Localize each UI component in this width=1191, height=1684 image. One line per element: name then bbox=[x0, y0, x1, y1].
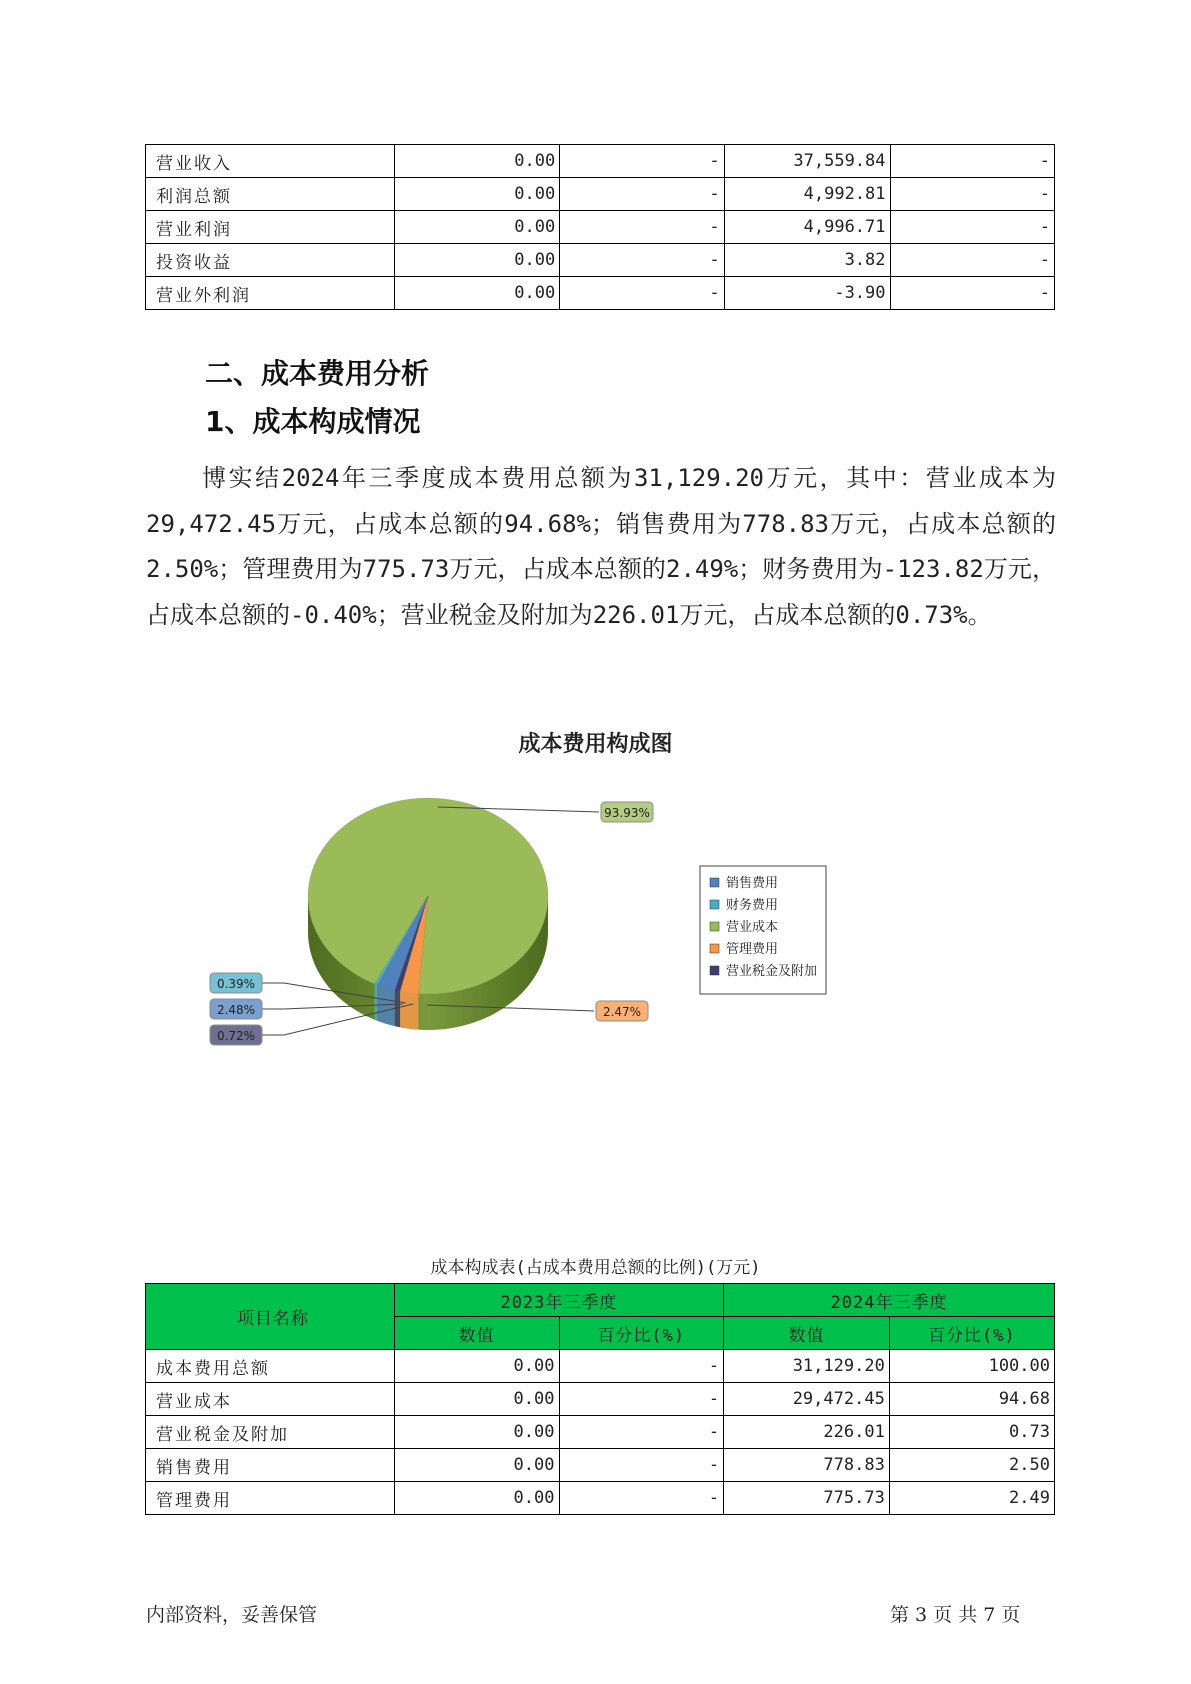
cell-percent-2023: - bbox=[560, 178, 724, 211]
cell-percent-2024: - bbox=[890, 145, 1054, 178]
label-admin-expense: 2.47% bbox=[602, 1005, 642, 1019]
table-row bbox=[146, 1449, 1055, 1482]
cell-percent-2023: - bbox=[559, 1416, 724, 1449]
cell-percent-2023: - bbox=[559, 1482, 724, 1515]
table-row bbox=[146, 1383, 1055, 1416]
cell-percent-2023: - bbox=[560, 244, 724, 277]
subheader-value-2024: 数值 bbox=[724, 1317, 890, 1350]
legend-swatch bbox=[710, 878, 719, 887]
row-name: 投资收益 bbox=[146, 244, 395, 277]
footer-confidential-note: 内部资料，妥善保管 bbox=[146, 1604, 318, 1626]
legend-item: 营业税金及附加 bbox=[726, 964, 818, 979]
cost-structure-table bbox=[145, 1283, 1055, 1515]
header-item: 项目名称 bbox=[146, 1284, 395, 1350]
table-row bbox=[146, 1350, 1055, 1383]
row-name: 营业收入 bbox=[146, 145, 395, 178]
cell-value-2024: 4,992.81 bbox=[724, 178, 890, 211]
row-name: 营业外利润 bbox=[146, 277, 395, 310]
legend-swatch bbox=[710, 944, 719, 953]
slice-finance-expense-side bbox=[375, 984, 378, 1021]
cell-value-2023: 0.00 bbox=[394, 1350, 559, 1383]
chart-title: 成本费用构成图 bbox=[518, 732, 673, 757]
cell-percent-2024: 100.00 bbox=[889, 1350, 1054, 1383]
section-title: 二、成本费用分析 bbox=[205, 357, 430, 390]
row-name: 管理费用 bbox=[146, 1482, 395, 1515]
cell-percent-2024: 0.73 bbox=[889, 1416, 1054, 1449]
cell-percent-2023: - bbox=[560, 277, 724, 310]
legend-item: 财务费用 bbox=[726, 898, 779, 913]
cell-percent-2023: - bbox=[559, 1350, 724, 1383]
cell-value-2024: 29,472.45 bbox=[724, 1383, 890, 1416]
cell-value-2023: 0.00 bbox=[395, 277, 560, 310]
cell-value-2024: -3.90 bbox=[724, 277, 890, 310]
slice-admin-expense-side bbox=[400, 991, 418, 1029]
footer-page-number: 第 3 页 共 7 页 bbox=[890, 1604, 1021, 1626]
subsection-title: 1、成本构成情况 bbox=[205, 405, 421, 438]
cell-value-2024: 31,129.20 bbox=[724, 1350, 890, 1383]
cell-percent-2024: - bbox=[890, 244, 1054, 277]
slice-tax-surcharge-side bbox=[395, 990, 400, 1027]
slice-sales-expense-side bbox=[377, 985, 394, 1026]
row-name: 营业税金及附加 bbox=[146, 1416, 395, 1449]
cell-value-2024: 775.73 bbox=[724, 1482, 890, 1515]
header-2023: 2023年三季度 bbox=[394, 1284, 723, 1317]
label-operating-cost: 93.93% bbox=[604, 806, 650, 820]
legend-swatch bbox=[710, 922, 719, 931]
table-caption: 成本构成表(占成本费用总额的比例)(万元) bbox=[430, 1258, 761, 1278]
cell-value-2023: 0.00 bbox=[395, 178, 560, 211]
label-tax-surcharge: 0.72% bbox=[216, 1029, 256, 1043]
subheader-value-2023: 数值 bbox=[394, 1317, 559, 1350]
table-row bbox=[146, 1416, 1055, 1449]
cell-percent-2023: - bbox=[560, 211, 724, 244]
cell-value-2023: 0.00 bbox=[394, 1449, 559, 1482]
table-row bbox=[146, 1482, 1055, 1515]
subheader-percent-2023: 百分比(%) bbox=[559, 1317, 724, 1350]
cell-percent-2024: - bbox=[890, 277, 1054, 310]
legend-item: 管理费用 bbox=[726, 942, 779, 957]
legend-swatch bbox=[710, 966, 719, 975]
row-name: 营业利润 bbox=[146, 211, 395, 244]
cell-percent-2024: 2.50 bbox=[889, 1449, 1054, 1482]
row-name: 利润总额 bbox=[146, 178, 395, 211]
subheader-percent-2024: 百分比(%) bbox=[889, 1317, 1054, 1350]
header-2024: 2024年三季度 bbox=[724, 1284, 1055, 1317]
legend-item: 营业成本 bbox=[726, 920, 779, 935]
row-name: 成本费用总额 bbox=[146, 1350, 395, 1383]
cell-value-2023: 0.00 bbox=[394, 1482, 559, 1515]
cell-value-2023: 0.00 bbox=[395, 244, 560, 277]
cell-percent-2024: 94.68 bbox=[889, 1383, 1054, 1416]
cell-percent-2023: - bbox=[560, 145, 724, 178]
row-name: 营业成本 bbox=[146, 1383, 395, 1416]
analysis-paragraph: 博实结2024年三季度成本费用总额为31,129.20万元，其中：营业成本为29,472.45万元，占成本总额的94.68%；销售费用为778.83万元，占成本总额的2.50%；管理费用为775.73万元，占成本总额的2.49%；财务费用为-123.82万元，占成本总额的-0.40%；营业税金及附加为226.01万元，占成本总额的0.73%。 bbox=[146, 464, 1056, 629]
cell-percent-2023: - bbox=[559, 1383, 724, 1416]
cell-percent-2024: - bbox=[890, 178, 1054, 211]
legend-swatch bbox=[710, 900, 719, 909]
cell-value-2024: 4,996.71 bbox=[724, 211, 890, 244]
cell-value-2023: 0.00 bbox=[394, 1383, 559, 1416]
legend-item: 销售费用 bbox=[726, 876, 779, 891]
cell-value-2024: 37,559.84 bbox=[724, 145, 890, 178]
cell-value-2024: 778.83 bbox=[724, 1449, 890, 1482]
cell-percent-2023: - bbox=[559, 1449, 724, 1482]
cell-value-2023: 0.00 bbox=[395, 211, 560, 244]
label-sales-expense: 2.48% bbox=[216, 1003, 256, 1017]
cell-value-2024: 3.82 bbox=[724, 244, 890, 277]
row-name: 销售费用 bbox=[146, 1449, 395, 1482]
table-header-row bbox=[146, 1284, 1055, 1317]
cell-value-2023: 0.00 bbox=[395, 145, 560, 178]
cell-value-2024: 226.01 bbox=[724, 1416, 890, 1449]
cell-percent-2024: - bbox=[890, 211, 1054, 244]
cell-value-2023: 0.00 bbox=[394, 1416, 559, 1449]
cell-percent-2024: 2.49 bbox=[889, 1482, 1054, 1515]
label-finance-expense: 0.39% bbox=[216, 977, 256, 991]
